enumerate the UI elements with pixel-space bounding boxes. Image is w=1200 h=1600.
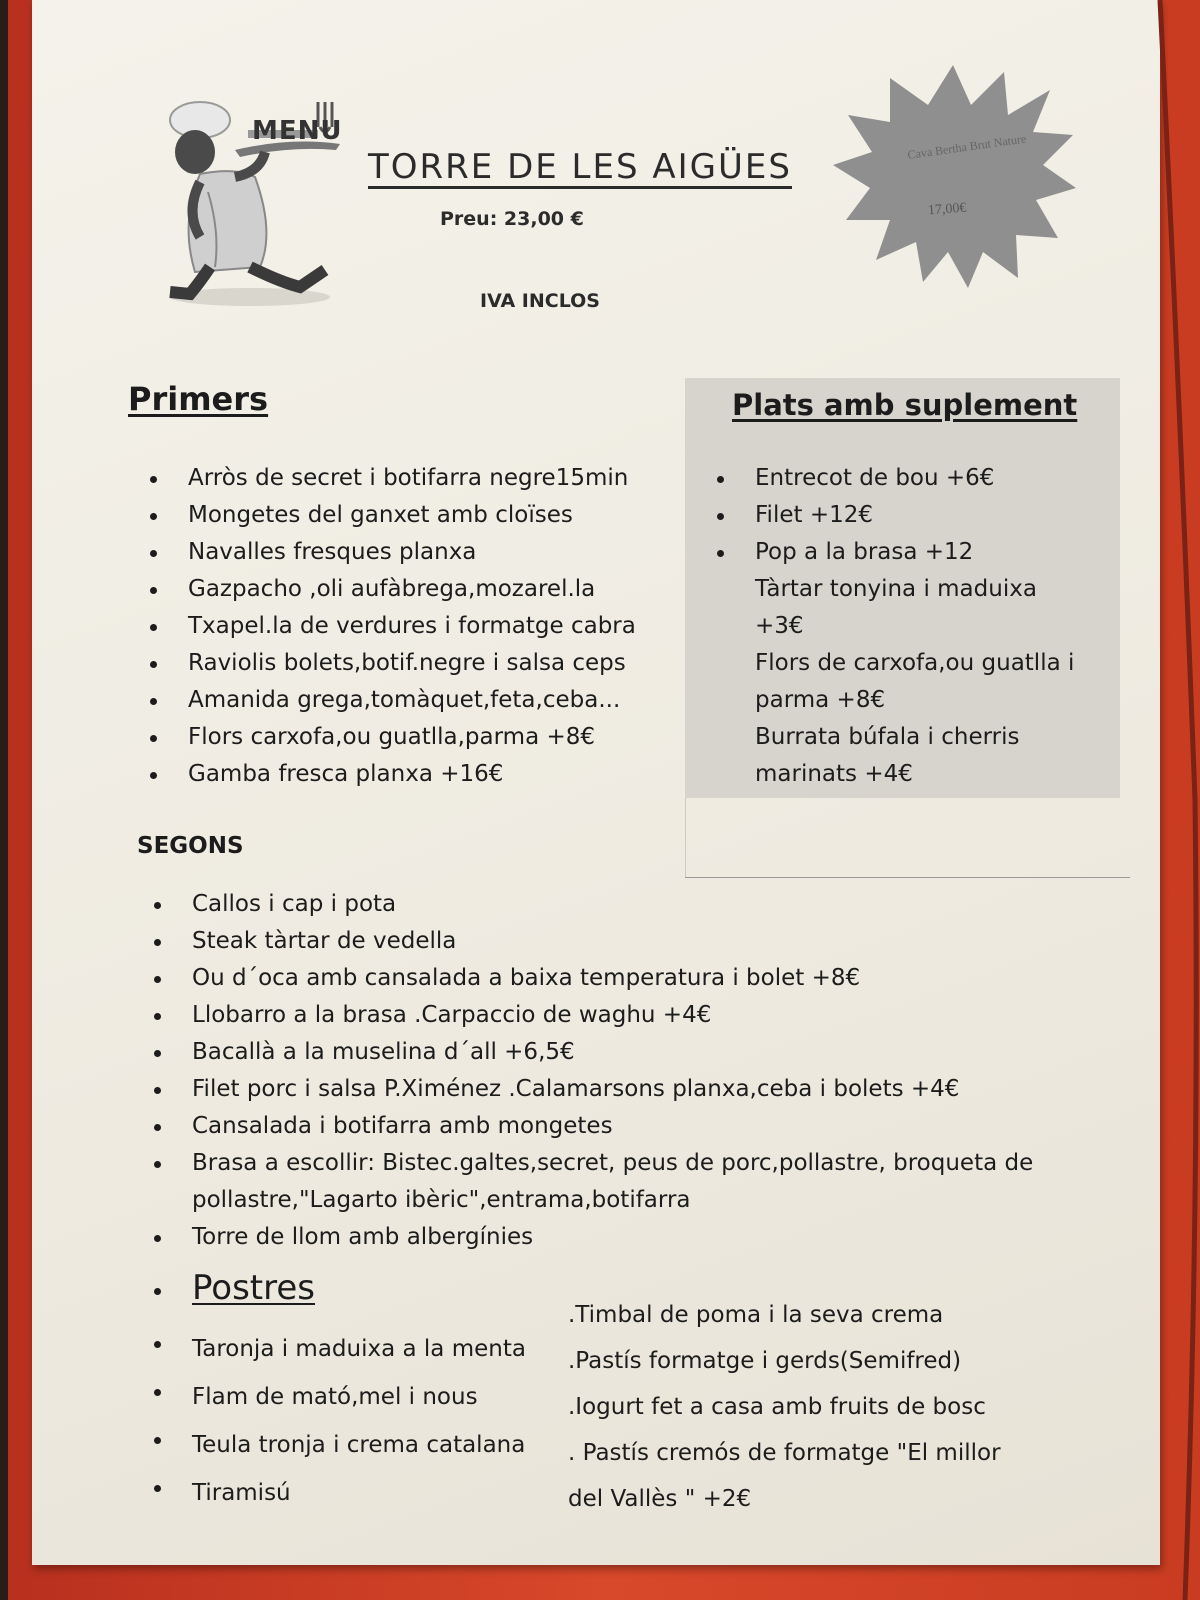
menu-price: Preu: 23,00 €	[440, 208, 584, 230]
list-item: Llobarro a la brasa .Carpaccio de waghu +4€	[152, 997, 1052, 1034]
list-item: Tàrtar tonyina i maduixa	[755, 576, 1037, 602]
primers-list	[148, 460, 636, 793]
list-item: del Vallès " +2€	[568, 1486, 752, 1512]
list-item: parma +8€	[755, 687, 886, 713]
promo-cava-label: Cava Bertha Brut Nature	[906, 131, 1028, 162]
list-item: Brasa a escollir: Bistec.galtes,secret, peus de porc,pollastre, broqueta de pollastre,"Lagarto ibèric",entrama,botifarra	[152, 1145, 1052, 1219]
list-item: Navalles fresques planxa	[148, 534, 636, 571]
list-item: Callos i cap i pota	[152, 886, 1052, 923]
list-item: Flors carxofa,ou guatlla,parma +8€	[148, 719, 636, 756]
list-item: Raviolis bolets,botif.negre i salsa ceps	[148, 645, 636, 682]
list-item: Ou d´oca amb cansalada a baixa temperatura i bolet +8€	[152, 960, 1052, 997]
section-heading-postres: Postres	[152, 1268, 315, 1308]
list-item: Torre de llom amb albergínies	[152, 1219, 1052, 1256]
list-item: Gazpacho ,oli aufàbrega,mozarel.la	[148, 571, 636, 608]
list-item: Tiramisú	[152, 1469, 526, 1517]
list-item: Bacallà a la muselina d´all +6,5€	[152, 1034, 1052, 1071]
postres-list	[152, 1325, 526, 1517]
list-item: Teula tronja i crema catalana	[152, 1421, 526, 1469]
list-item: Pop a la brasa +12	[715, 534, 1120, 571]
promo-starburst-icon	[828, 60, 1078, 290]
section-heading-supplements: Plats amb suplement	[732, 388, 1078, 422]
list-item: Burrata búfala i cherris	[755, 724, 1020, 750]
segons-list	[152, 886, 1052, 1256]
divider	[685, 877, 1130, 878]
section-heading-segons: SEGONS	[137, 833, 244, 859]
list-item: .Timbal de poma i la seva crema	[568, 1302, 944, 1328]
supplement-list	[715, 460, 1120, 793]
menu-logo-word: MENU	[252, 116, 343, 146]
list-item: .Pastís formatge i gerds(Semifred)	[568, 1348, 962, 1374]
divider	[685, 798, 686, 878]
section-heading-primers: Primers	[128, 380, 269, 418]
promo-cava-price: 17,00€	[927, 200, 967, 219]
list-item: Gamba fresca planxa +16€	[148, 756, 636, 793]
postres-extra-list	[568, 1292, 1048, 1522]
list-item: Cansalada i botifarra amb mongetes	[152, 1108, 1052, 1145]
list-item: Entrecot de bou +6€	[715, 460, 1120, 497]
list-item: Arròs de secret i botifarra negre15min	[148, 460, 636, 497]
list-item: Filet +12€	[715, 497, 1120, 534]
vat-included-note: IVA INCLOS	[480, 290, 600, 312]
list-item: . Pastís cremós de formatge "El millor	[568, 1440, 1001, 1466]
list-item: Flors de carxofa,ou guatlla i	[755, 650, 1075, 676]
list-item: Flam de mató,mel i nous	[152, 1373, 526, 1421]
list-item: Steak tàrtar de vedella	[152, 923, 1052, 960]
list-item: +3€	[755, 613, 804, 639]
list-item: marinats +4€	[755, 761, 913, 787]
list-item: Amanida grega,tomàquet,feta,ceba...	[148, 682, 636, 719]
restaurant-title: TORRE DE LES AIGÜES	[368, 147, 792, 187]
list-item: .Iogurt fet a casa amb fruits de bosc	[568, 1394, 986, 1420]
list-item: Filet porc i salsa P.Ximénez .Calamarsons planxa,ceba i bolets +4€	[152, 1071, 1052, 1108]
list-item: Taronja i maduixa a la menta	[152, 1325, 526, 1373]
list-item: Mongetes del ganxet amb cloïses	[148, 497, 636, 534]
list-item: Txapel.la de verdures i formatge cabra	[148, 608, 636, 645]
